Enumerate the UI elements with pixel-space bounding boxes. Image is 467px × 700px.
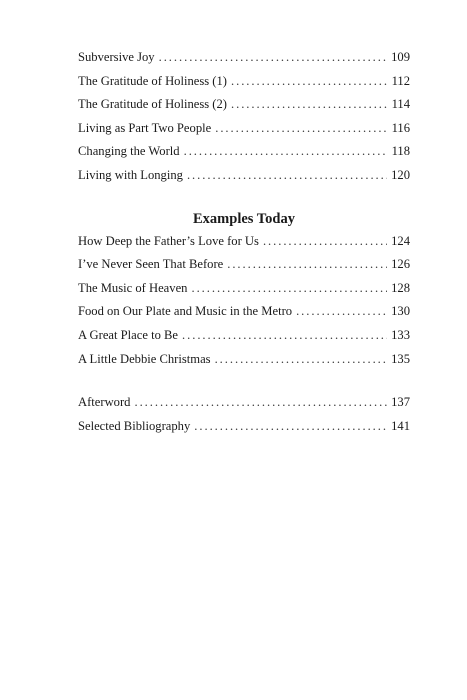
toc-entry-title: Subversive Joy	[78, 50, 155, 64]
toc-leader-dots	[231, 93, 388, 117]
toc-entry-title: The Gratitude of Holiness (2)	[78, 97, 227, 112]
toc-leader-dots	[263, 230, 387, 254]
toc-leader-dots	[182, 324, 387, 348]
toc-entry[interactable]	[78, 70, 410, 94]
toc-entry-title: Food on Our Plate and Music in the Metro	[78, 304, 293, 319]
toc-group-chapters	[78, 46, 410, 188]
toc-entry-page: 128	[391, 280, 410, 295]
toc-entry-title: The Music of Heaven	[78, 280, 188, 295]
toc-leader-dots	[215, 348, 388, 372]
toc-entry-page: 118	[391, 144, 410, 159]
toc-entry-title: A Little Debbie Christmas	[78, 351, 211, 366]
toc-entry-page: 130	[391, 304, 410, 319]
toc-entry-page: 135	[391, 351, 410, 366]
toc-entry-page: 133	[391, 327, 410, 342]
toc-leader-dots	[215, 117, 387, 141]
toc-leader-dots	[231, 70, 388, 94]
toc-entry-title: Selected Bibliography	[78, 418, 191, 433]
toc-entry[interactable]	[78, 93, 410, 117]
toc-entry[interactable]	[78, 348, 410, 372]
toc-leader-dots	[187, 164, 387, 188]
toc-entry[interactable]	[78, 391, 410, 415]
toc-leader-dots	[134, 391, 387, 415]
toc-leader-dots	[184, 140, 388, 164]
toc-entry-title: A Great Place to Be	[78, 327, 179, 342]
toc-entry-title: The Gratitude of Holiness (1)	[78, 73, 227, 88]
toc-entry-title: I’ve Never Seen That Before	[78, 257, 224, 272]
toc-entry[interactable]	[78, 164, 410, 188]
section-heading: Examples Today	[193, 210, 295, 227]
toc-entry[interactable]	[78, 253, 410, 277]
toc-entry-title: Living with Longing	[78, 167, 183, 182]
toc-entry-title: How Deep the Father’s Love for Us	[78, 233, 259, 248]
toc-entry-page: 120	[391, 167, 410, 182]
toc-entry-page: 112	[391, 73, 410, 88]
toc-entry[interactable]	[78, 230, 410, 254]
toc-group-backmatter	[78, 391, 410, 438]
toc-entry[interactable]	[78, 117, 410, 141]
toc-entry-page: 137	[391, 395, 410, 410]
toc-leader-dots	[159, 46, 388, 70]
table-of-contents	[78, 46, 410, 438]
toc-entry-title: Changing the World	[78, 144, 180, 159]
toc-entry[interactable]	[78, 415, 410, 439]
group-spacer	[78, 371, 410, 391]
toc-entry-title: Living as Part Two People	[78, 120, 212, 135]
toc-entry[interactable]	[78, 324, 410, 348]
toc-leader-dots	[296, 300, 387, 324]
toc-entry-page: 124	[391, 233, 410, 248]
toc-entry-page: 116	[391, 120, 410, 135]
toc-entry[interactable]	[78, 46, 410, 70]
toc-entry-page: 114	[391, 97, 410, 112]
toc-entry-page: 126	[391, 257, 410, 272]
toc-entry[interactable]	[78, 300, 410, 324]
toc-entry[interactable]	[78, 140, 410, 164]
toc-entry-page: 141	[391, 418, 410, 433]
toc-leader-dots	[191, 277, 387, 301]
toc-entry-page: 109	[391, 50, 410, 64]
toc-group-examples	[78, 230, 410, 372]
toc-leader-dots	[227, 253, 387, 277]
toc-leader-dots	[194, 415, 387, 439]
toc-entry-title: Afterword	[78, 395, 131, 410]
toc-entry[interactable]	[78, 277, 410, 301]
